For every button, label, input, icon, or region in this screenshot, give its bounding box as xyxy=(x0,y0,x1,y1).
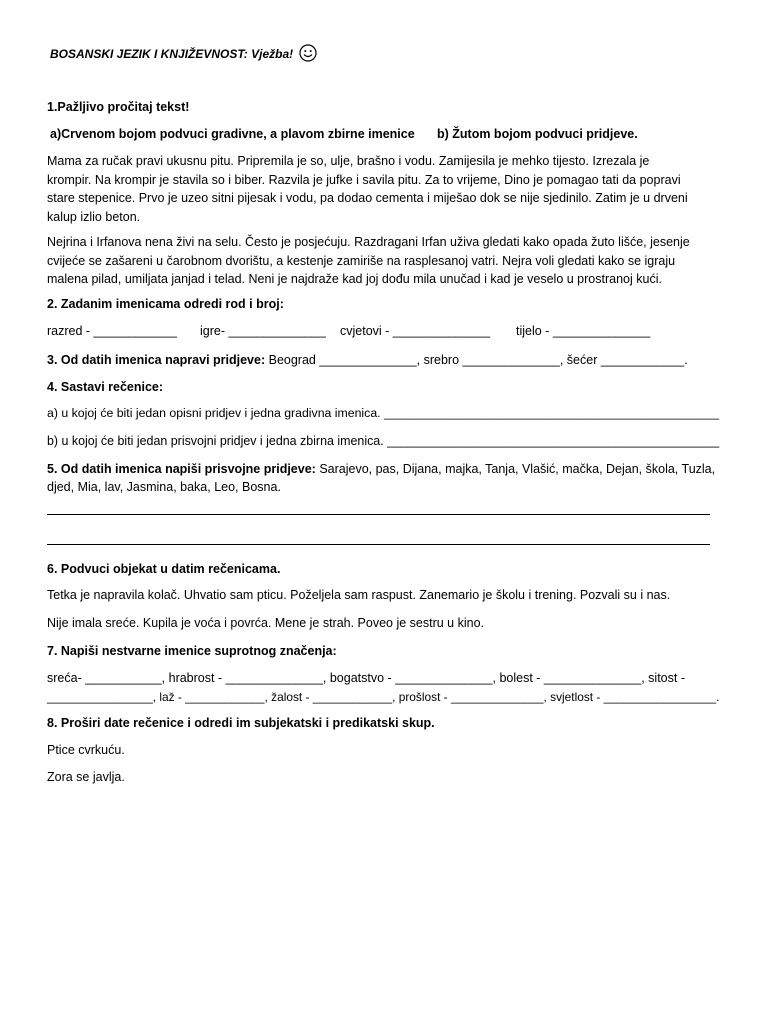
paragraph-line: cvijeće se zašareni u čarobnom dvorištu, a kestenje zamiriše na rasplesanoj vatri. Nejra voli gledati kako se igraju xyxy=(47,253,676,268)
task2-item-cvjetovi: cvjetovi - ______________ xyxy=(340,324,491,338)
task6-heading: 6. Podvuci objekat u datim rečenicama. xyxy=(47,562,281,576)
answer-line xyxy=(47,544,710,545)
task7-heading: 7. Napiši nestvarne imenice suprotnog značenja: xyxy=(47,644,337,658)
task2-heading: 2. Zadanim imenicama odredi rod i broj: xyxy=(47,297,284,311)
worksheet-title xyxy=(50,44,317,66)
task6-line-2: Nije imala sreće. Kupila je voća i povrća. Mene je strah. Poveo je sestru u kino. xyxy=(47,616,485,630)
task4-heading: 4. Sastavi rečenice: xyxy=(47,380,164,394)
task4-line-a: a) u kojoj će biti jedan opisni pridjev i jedna gradivna imenica. _________________________________________________ xyxy=(47,406,720,420)
task1-paragraph-2 xyxy=(47,233,719,289)
task4-line-b: b) u kojoj će biti jedan prisvojni pridjev i jedna zbirna imenica. ________________________________________________ xyxy=(47,434,720,448)
task3-heading: 3. Od datih imenica napravi pridjeve: xyxy=(47,353,266,367)
task1-heading: 1.Pažljivo pročitaj tekst! xyxy=(47,100,190,114)
task5-rest: Sarajevo, pas, Dijana, majka, Tanja, Vlašić, mačka, Dejan, škola, Tuzla, xyxy=(319,462,716,476)
smiley-face-icon xyxy=(299,44,317,66)
task8-sentence-2: Zora se javlja. xyxy=(47,770,125,784)
task2-item-razred: razred - ____________ xyxy=(47,324,177,338)
task3-line xyxy=(47,352,688,368)
answer-line xyxy=(47,514,710,515)
task1-instruction-b: b) Žutom bojom podvuci pridjeve. xyxy=(437,127,638,141)
task7-line-2: ________________, laž - ____________, žalost - ____________, prošlost - ______________, svjetlost - _________________. xyxy=(47,690,720,704)
paragraph-line: kalup izlio beton. xyxy=(47,209,141,224)
task7-line-1: sreća- ___________, hrabrost - ______________, bogatstvo - ______________, bolest - ______________, sitost - xyxy=(47,671,685,685)
task2-item-tijelo: tijelo - ______________ xyxy=(516,324,651,338)
task8-sentence-1: Ptice cvrkuću. xyxy=(47,743,125,757)
paragraph-line: krompir. Na krompir je stavila so i biber. Razvila je jufke i savila pitu. Za to vrijeme, Dino je pomagao tati da popravi xyxy=(47,172,681,187)
task3-rest: Beograd ______________, srebro ______________, šećer ____________. xyxy=(268,353,688,367)
task1-instruction-a: a)Crvenom bojom podvuci gradivne, a plavom zbirne imenice xyxy=(50,127,415,141)
paragraph-line: Nejrina i Irfanova nena živi na selu. Često je posjećuju. Razdragani Irfan uživa gledati kako opada žuto lišće, jesenje xyxy=(47,235,690,249)
task5-heading: 5. Od datih imenica napiši prisvojne pridjeve: xyxy=(47,462,316,476)
task5-line-1 xyxy=(47,461,715,477)
task2-item-igre: igre- ______________ xyxy=(200,324,326,338)
paragraph-line: malena pilad, umiljata janjad i telad. Neni je najdraže kad joj dođu mila unučad i kad je veselo u prostranoj kući. xyxy=(47,272,662,286)
paragraph-line: Mama za ručak pravi ukusnu pitu. Pripremila je so, ulje, brašno i vodu. Zamijesila je mehko tijesto. Izrezala je xyxy=(47,154,650,168)
task1-paragraph-1 xyxy=(47,152,719,226)
title-text: BOSANSKI JEZIK I KNJIŽEVNOST: Vježba! xyxy=(50,47,294,61)
task8-heading: 8. Proširi date rečenice i odredi im subjekatski i predikatski skup. xyxy=(47,716,435,730)
task5-line-2: djed, Mia, lav, Jasmina, baka, Leo, Bosna. xyxy=(47,480,281,494)
task6-line-1: Tetka je napravila kolač. Uhvatio sam pticu. Poželjela sam raspust. Zanemario je školu i trening. Pozvali su i nas. xyxy=(47,588,671,602)
paragraph-line: stare stepenice. Prvo je uzeo sitni pijesak i vodu, pa dodao cementa i miješao dok se nije sjedinilo. Zatim je u drveni xyxy=(47,191,688,205)
